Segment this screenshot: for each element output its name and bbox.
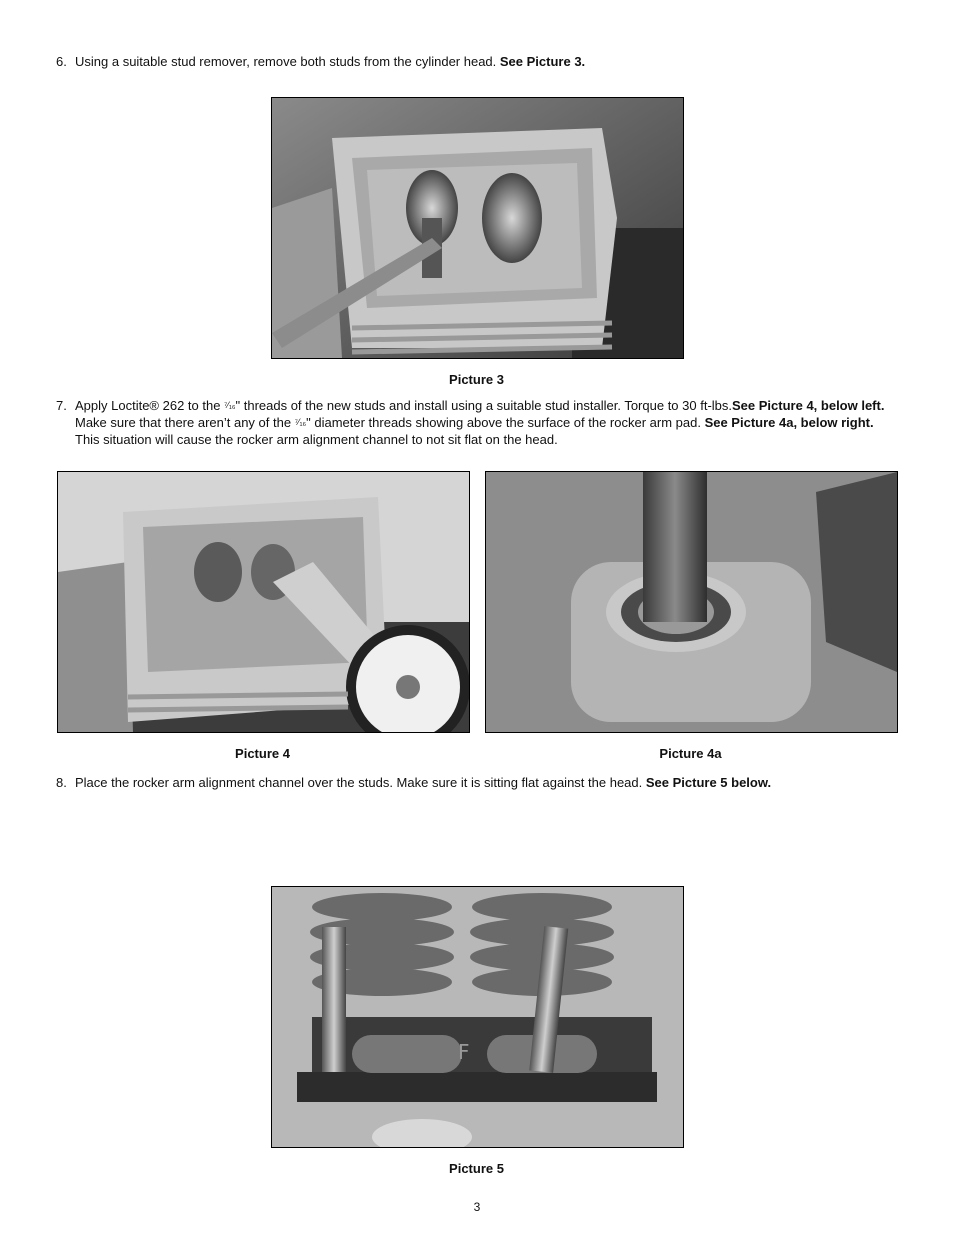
step-6: [56, 53, 886, 70]
step-text-bold-run: See Picture 3.: [499, 54, 586, 69]
step-text-bold-run: See Picture 4a, below right.: [704, 415, 874, 430]
picture-5-caption: Picture 5: [449, 1161, 504, 1176]
step-8: [56, 774, 886, 791]
step-text-run: ⁷⁄₁₆: [294, 417, 307, 427]
step-text: [75, 53, 886, 70]
step-number: 7.: [56, 398, 67, 413]
step-text-run: This situation will cause the rocker arm alignment channel to not sit flat on the head.: [75, 432, 558, 447]
channel-mark-text: F: [458, 1040, 470, 1064]
step-text-run: Apply Loctite® 262 to the: [75, 398, 225, 413]
step-text: [75, 774, 886, 791]
picture-4a-caption: Picture 4a: [659, 746, 722, 761]
picture-3-photo: [271, 97, 684, 359]
picture-3-caption: Picture 3: [449, 372, 504, 387]
picture-4a-photo: [485, 471, 898, 733]
step-text-run: Place the rocker arm alignment channel over the studs. Make sure it is sitting flat against the head.: [75, 775, 646, 790]
picture-5-photo: [271, 886, 684, 1148]
step-text: [75, 397, 886, 448]
picture-4-caption: Picture 4: [235, 746, 290, 761]
picture-4-photo: [57, 471, 470, 733]
step-text-bold-run: See Picture 5 below.: [645, 775, 772, 790]
page-number: 3: [473, 1200, 481, 1214]
step-number: 8.: [56, 775, 67, 790]
step-text-run: " diameter threads showing above the surface of the rocker arm pad.: [306, 415, 705, 430]
step-7: [56, 397, 886, 448]
step-text-run: ⁷⁄₁₆: [224, 400, 236, 410]
step-text-run: " threads of the new studs and install using a suitable stud installer. Torque to 30 ft-lbs.: [235, 398, 733, 413]
step-text-bold-run: See Picture 4, below left.: [732, 398, 885, 413]
step-number: 6.: [56, 54, 67, 69]
step-text-run: Make sure that there aren’t any of the: [75, 415, 295, 430]
step-text-run: Using a suitable stud remover, remove both studs from the cylinder head.: [75, 54, 500, 69]
